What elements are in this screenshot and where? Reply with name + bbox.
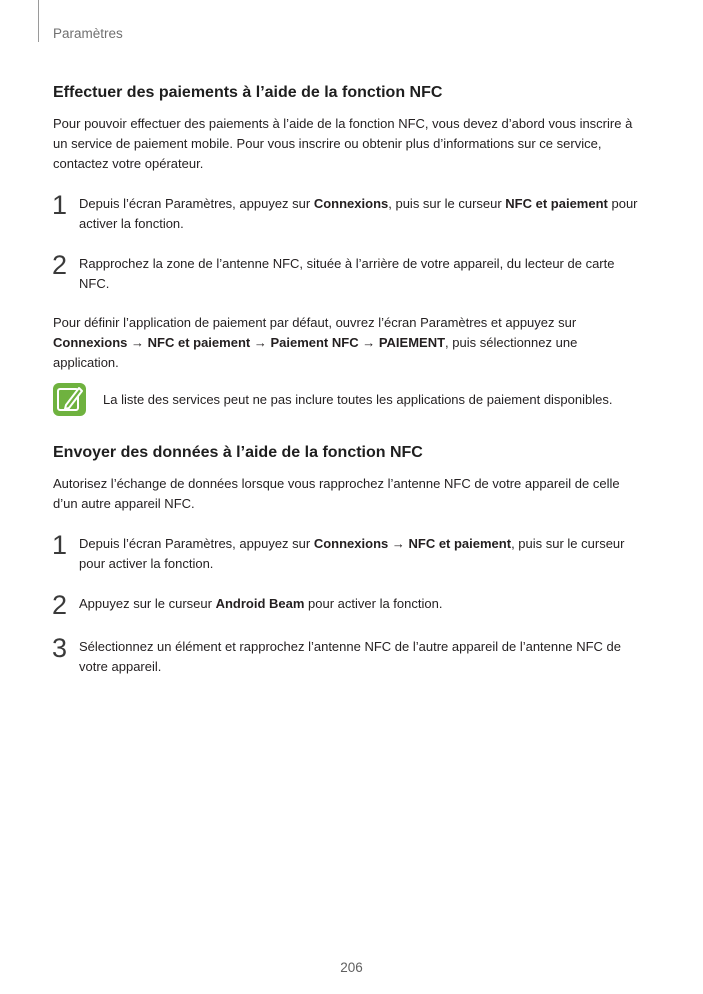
data-step-2 [52,590,643,620]
header-rule [38,0,39,42]
step-number: 1 [52,530,68,560]
arrow-separator: → [127,335,148,350]
paragraph-text-part: , puis sélectionnez une application. [53,335,578,370]
menu-term-nfc-paiement: NFC et paiement [505,196,608,211]
note-pencil-icon [53,383,86,416]
data-step-3 [52,633,643,677]
payment-step-2 [52,250,643,294]
step-number: 2 [52,590,68,620]
arrow-separator: → [250,335,271,350]
step-text-part: Depuis l’écran Paramètres, appuyez sur [79,196,314,211]
default-payment-app-paragraph [53,313,643,373]
section-title-data: Envoyer des données à l’aide de la fonction NFC [53,444,423,461]
step-number: 3 [52,633,68,663]
section-title-payments: Effectuer des paiements à l’aide de la fonction NFC [53,84,443,101]
menu-term-nfc-paiement: NFC et paiement [147,335,251,350]
menu-term-connexions: Connexions [313,536,389,551]
step-number: 2 [52,250,68,280]
menu-term-connexions: Connexions [53,335,128,350]
step-text: Rapprochez la zone de l’antenne NFC, située à l’arrière de votre appareil, du lecteur de carte NFC. [79,256,615,291]
page-content [53,82,643,677]
menu-term-nfc-paiement: NFC et paiement [408,536,512,551]
arrow-separator: → [358,335,379,350]
header-section-title: Paramètres [53,26,123,41]
step-text [79,534,643,574]
step-text-part: , puis sur le curseur pour activer la fonction. [79,536,625,571]
step-text-part: Depuis l’écran Paramètres, appuyez sur [79,536,314,551]
menu-term-android-beam: Android Beam [215,596,305,611]
step-text-part: , puis sur le curseur [388,196,506,211]
section-intro-payments: Pour pouvoir effectuer des paiements à l’aide de la fonction NFC, vous devez d’abord vous inscrire à un service de paiement mobile. Pour vous inscrire ou obtenir plus d’informations sur ce service, contactez votre opérateur. [53,116,633,171]
menu-term-paiement-nfc: Paiement NFC [270,335,359,350]
paragraph-text-part: Pour définir l’application de paiement par défaut, ouvrez l’écran Paramètres et appuyez sur [53,315,577,330]
note-text: La liste des services peut ne pas inclure toutes les applications de paiement disponibles. [103,391,613,407]
arrow-separator: → [388,536,409,551]
data-step-1 [52,530,643,574]
step-text-part: Appuyez sur le curseur [79,596,216,611]
page-number: 206 [340,960,363,975]
menu-term-paiement: PAIEMENT [378,335,446,350]
menu-term-connexions: Connexions [313,196,389,211]
note-box [53,383,643,416]
step-text: Sélectionnez un élément et rapprochez l’antenne NFC de l’autre appareil de l’antenne NFC de votre appareil. [79,639,621,674]
step-text [79,594,643,614]
step-text-part: pour activer la fonction. [79,196,638,231]
step-text [79,194,643,234]
step-number: 1 [52,190,68,220]
step-text-part: pour activer la fonction. [304,596,443,611]
section-intro-data: Autorisez l’échange de données lorsque vous rapprochez l’antenne NFC de votre appareil de celle d’un autre appareil NFC. [53,476,620,511]
payment-step-1 [52,190,643,234]
